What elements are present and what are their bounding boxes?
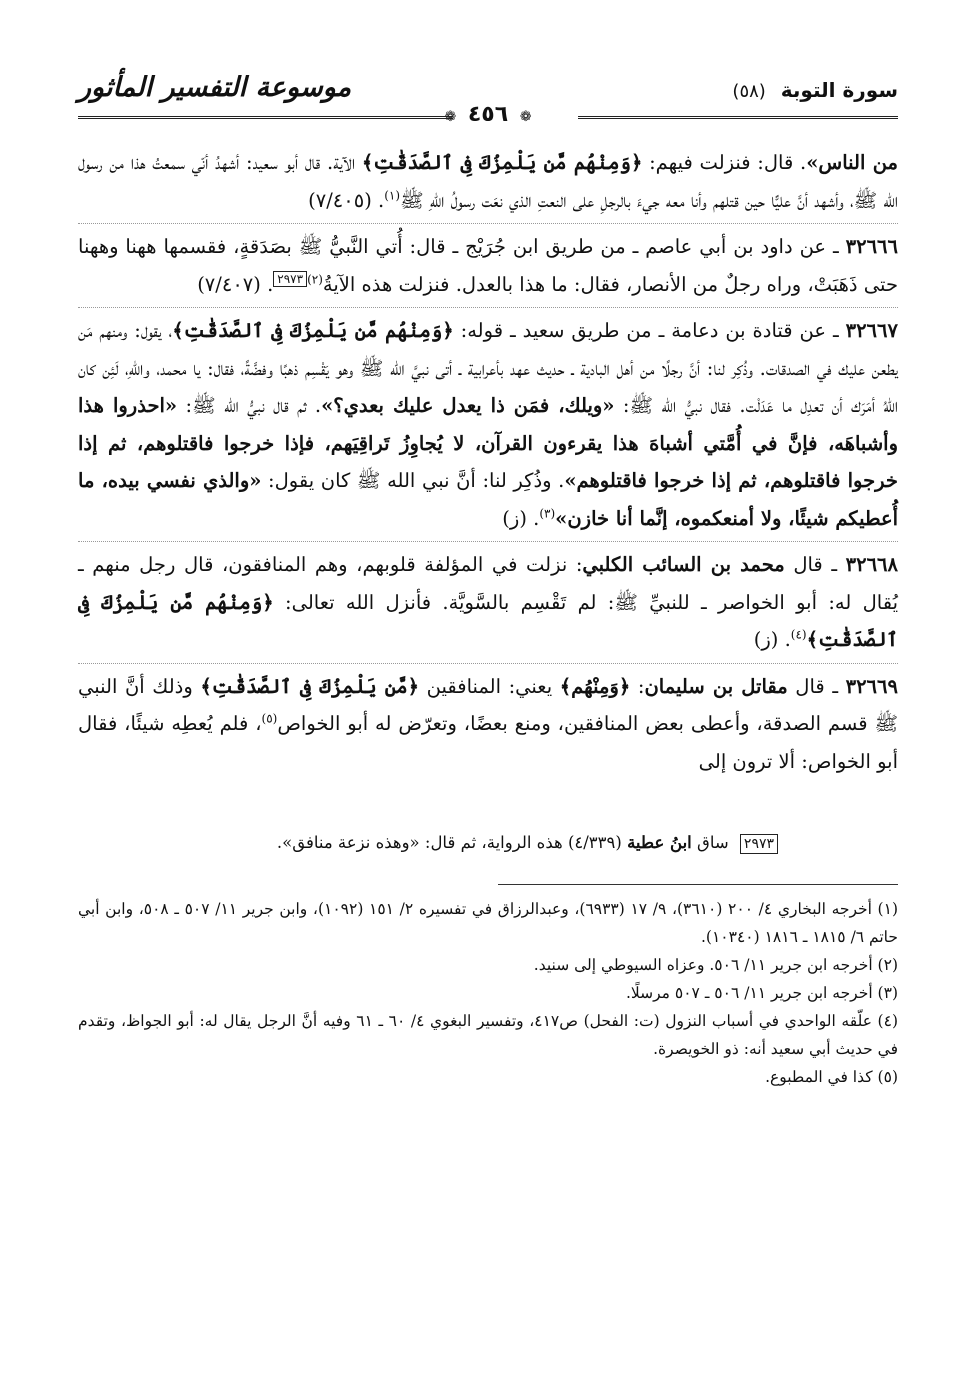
main-text bbox=[78, 142, 898, 784]
ornament-icon: ❁ bbox=[444, 109, 457, 125]
text-run: الآية. قال أبو سعيد: أشهدُ أنّي سمعتُ هذا من رسول الله ﷺ، وأشهد أنَّ عليًّا حين قتلهم وأنا معه جيءَ بالرجلِ على النعتِ الذي نعَت رسولُ اللهِ ﷺ bbox=[78, 151, 898, 212]
header-rule-right bbox=[578, 116, 898, 119]
bold-text: «ويلك، فمَن ذا يعدل عليك بعدي؟» bbox=[321, 394, 615, 417]
footnote: (٥) كذا في المطبوع. bbox=[765, 1068, 898, 1086]
narration-number: ٣٢٦٦٧ bbox=[845, 319, 898, 342]
text-run: يعني: المنافقين bbox=[419, 674, 560, 698]
surah-name: سورة التوبة bbox=[780, 78, 898, 102]
editor-note-text bbox=[277, 833, 734, 852]
narration-number: ٣٢٦٦٦ bbox=[845, 235, 898, 258]
footnote: (١) أخرجه البخاري ٤/ ٢٠٠ (٣٦١٠)، ٩/ ١٧ (٦٩٣٣)، وعبدالرزاق في تفسيره ٢/ ١٥١ (١٠٩٢)، وابن جرير ١١/ ٥٠٧ ـ ٥٠٨، وابن أبي حاتم ٦/ ١٨١٥ ـ ١٨١٦ (١٠٣٤٠). bbox=[78, 900, 898, 946]
quran-verse: ﴿وَمِنْهُم مَّن يَلْمِزُكَ فِى ٱلصَّدَقَٰتِ﴾ bbox=[172, 319, 454, 342]
footnote-marker[interactable]: (١) bbox=[384, 188, 401, 202]
quran-verse: ﴿مَّن يَلْمِزُكَ فِى ٱلصَّدَقَٰتِ﴾ bbox=[200, 674, 420, 698]
footnote: (٢) أخرجه ابن جرير ١١/ ٥٠٦. وعزاه السيوطي إلى سنيد. bbox=[533, 956, 898, 974]
text-run: ـ قال bbox=[787, 674, 846, 698]
footnotes bbox=[78, 895, 898, 1091]
page-number-block bbox=[428, 102, 548, 127]
text-run: . (٧/٤٠٧) bbox=[197, 272, 274, 296]
text-run: ، يقول: ومنهم مَن يطعن عليك في الصدقات. وذُكِر لنا: أنَّ رجلًا من أهل البادية ـ حديث عهد بأعرابية ـ أتى نبيَّ الله ﷺ وهو يَقْسِم ذهبًا وفضَّةً، فقال: يا محمد، واللهِ، لَئِن كان اللهُ أمَرَك أن تعدِل ما عَدَلْت. فقال نبيُّ الله ﷺ: bbox=[78, 319, 899, 417]
text-run: : نزلت في المؤلفة قلوبهم، وهم المنافقون، قال رجل منهم ـ يُقال له: أبو الخواصر ـ للنبيِّ ﷺ: لم تَقْسِم بالسَّويَّة. فأنزل الله تعالى: bbox=[78, 553, 899, 614]
paragraph bbox=[78, 142, 898, 223]
editor-note bbox=[78, 830, 898, 856]
header-surah bbox=[732, 78, 898, 102]
text-run: . قال: فنزلت فيهم: bbox=[642, 151, 807, 174]
bold-text: ابنُ عطية bbox=[627, 833, 692, 852]
bold-text: مقاتل بن سليمان bbox=[644, 674, 788, 698]
bold-text: من الناس» bbox=[806, 151, 898, 174]
footnote-separator bbox=[498, 884, 898, 885]
book-title: موسوعة التفسير المأثور bbox=[78, 72, 352, 103]
footnote-marker[interactable]: (٣) bbox=[539, 506, 556, 520]
footnote-marker[interactable]: (٢) bbox=[307, 272, 323, 286]
bold-text: «احذروا هذا وأشباهَه، فإنَّ في أُمَّتي أشباهَ هذا يقرءون القرآن، لا يُجاوِزُ تَراقِيَهم، فإذا خرجوا فاقتلوهم، ثم إذا خرجوا فاقتلوهم، ثم إذا خرجوا فاقتلوهم» bbox=[78, 394, 898, 492]
book-page bbox=[78, 72, 898, 1091]
quran-verse: ﴿وَمِنْهُم﴾ bbox=[559, 674, 631, 698]
text-run: . (٧/٤٠٥) bbox=[308, 188, 385, 212]
ornament-icon: ❁ bbox=[519, 109, 532, 125]
text-run: وذلك أنَّ النبي ﷺ قسم الصدقة، وأعطى بعض المنافقين، ومنع بعضًا، وتعرّض له أبو الخواص bbox=[78, 674, 899, 735]
text-run: (٤/٣٣٩) هذه الرواية، ثم قال: «وهذه نزعة منافق». bbox=[276, 833, 628, 852]
bold-text: «والذي نفسي بيده، ما أُعطيكم شيئًا، ولا أمنعكموه، إنَّما أنا خازن» bbox=[78, 469, 898, 530]
bold-text: محمد بن السائب الكلبي bbox=[582, 553, 785, 576]
text-run: . ثم قال نبيُّ الله ﷺ: bbox=[177, 394, 322, 417]
footnote: (٣) أخرجه ابن جرير ١١/ ٥٠٦ ـ ٥٠٧ مرسلًا. bbox=[625, 984, 898, 1002]
paragraph bbox=[78, 307, 898, 541]
quran-verse: ﴿وَمِنْهُم مَّن يَلْمِزُكَ فِى ٱلصَّدَقَٰتِ﴾ bbox=[361, 151, 643, 174]
paragraph bbox=[78, 663, 898, 785]
quran-verse: ﴿وَمِنْهُم مَّن يَلْمِزُكَ فِى ٱلصَّدَقَٰتِ﴾ bbox=[78, 590, 898, 651]
text-run: ساق bbox=[691, 833, 734, 852]
header-rule-left bbox=[78, 116, 453, 119]
text-run: . (ز) bbox=[502, 506, 540, 530]
page-number: ٤٥٦ bbox=[467, 102, 509, 127]
note-ref-box[interactable]: ٢٩٧٣ bbox=[273, 271, 307, 287]
paragraph bbox=[78, 541, 898, 663]
narration-number: ٣٢٦٦٨ bbox=[845, 553, 898, 576]
editor-note-ref: ٢٩٧٣ bbox=[740, 834, 778, 854]
text-run: . وذُكِر لنا: أنَّ نبي الله ﷺ كان يقول: bbox=[261, 469, 565, 492]
text-run: ـ عن داود بن أبي عاصم ـ من طريق ابن جُرَيْج ـ قال: أُتي النَّبيُّ ﷺ بصَدَقةٍ، فقسمها ههنا وههنا حتى ذَهَبَتْ، وراه رجلٌ من الأنصار، فقال: ما هذا بالعدل. فنزلت هذه الآيةُ bbox=[78, 235, 898, 296]
running-header bbox=[78, 72, 898, 128]
text-run: ـ قال bbox=[784, 553, 846, 576]
verse-number: (٥٨) bbox=[732, 81, 766, 102]
narration-number: ٣٢٦٦٩ bbox=[845, 674, 898, 698]
footnote-marker[interactable]: (٤) bbox=[790, 627, 807, 642]
footnote-marker[interactable]: (٥) bbox=[261, 711, 278, 726]
text-run: : bbox=[630, 674, 645, 698]
footnote: (٤) علّقه الواحدي في أسباب النزول (ت: الفحل) ص٤١٧، وتفسير البغوي ٤/ ٦٠ ـ ٦١ وفيه أنَّ الرجل يقال له: أبو الجواظ، وتقدم في حديث أبي سعيد أنه: ذو الخويصرة. bbox=[78, 1012, 898, 1058]
paragraph bbox=[78, 223, 898, 307]
text-run: . (ز) bbox=[753, 628, 791, 651]
text-run: ، فلم يُعطِه شيئًا، فقال أبو الخواص: ألا ترون إلى bbox=[78, 712, 898, 773]
text-run: ـ عن قتادة بن دعامة ـ من طريق سعيد ـ قوله: bbox=[453, 319, 846, 342]
